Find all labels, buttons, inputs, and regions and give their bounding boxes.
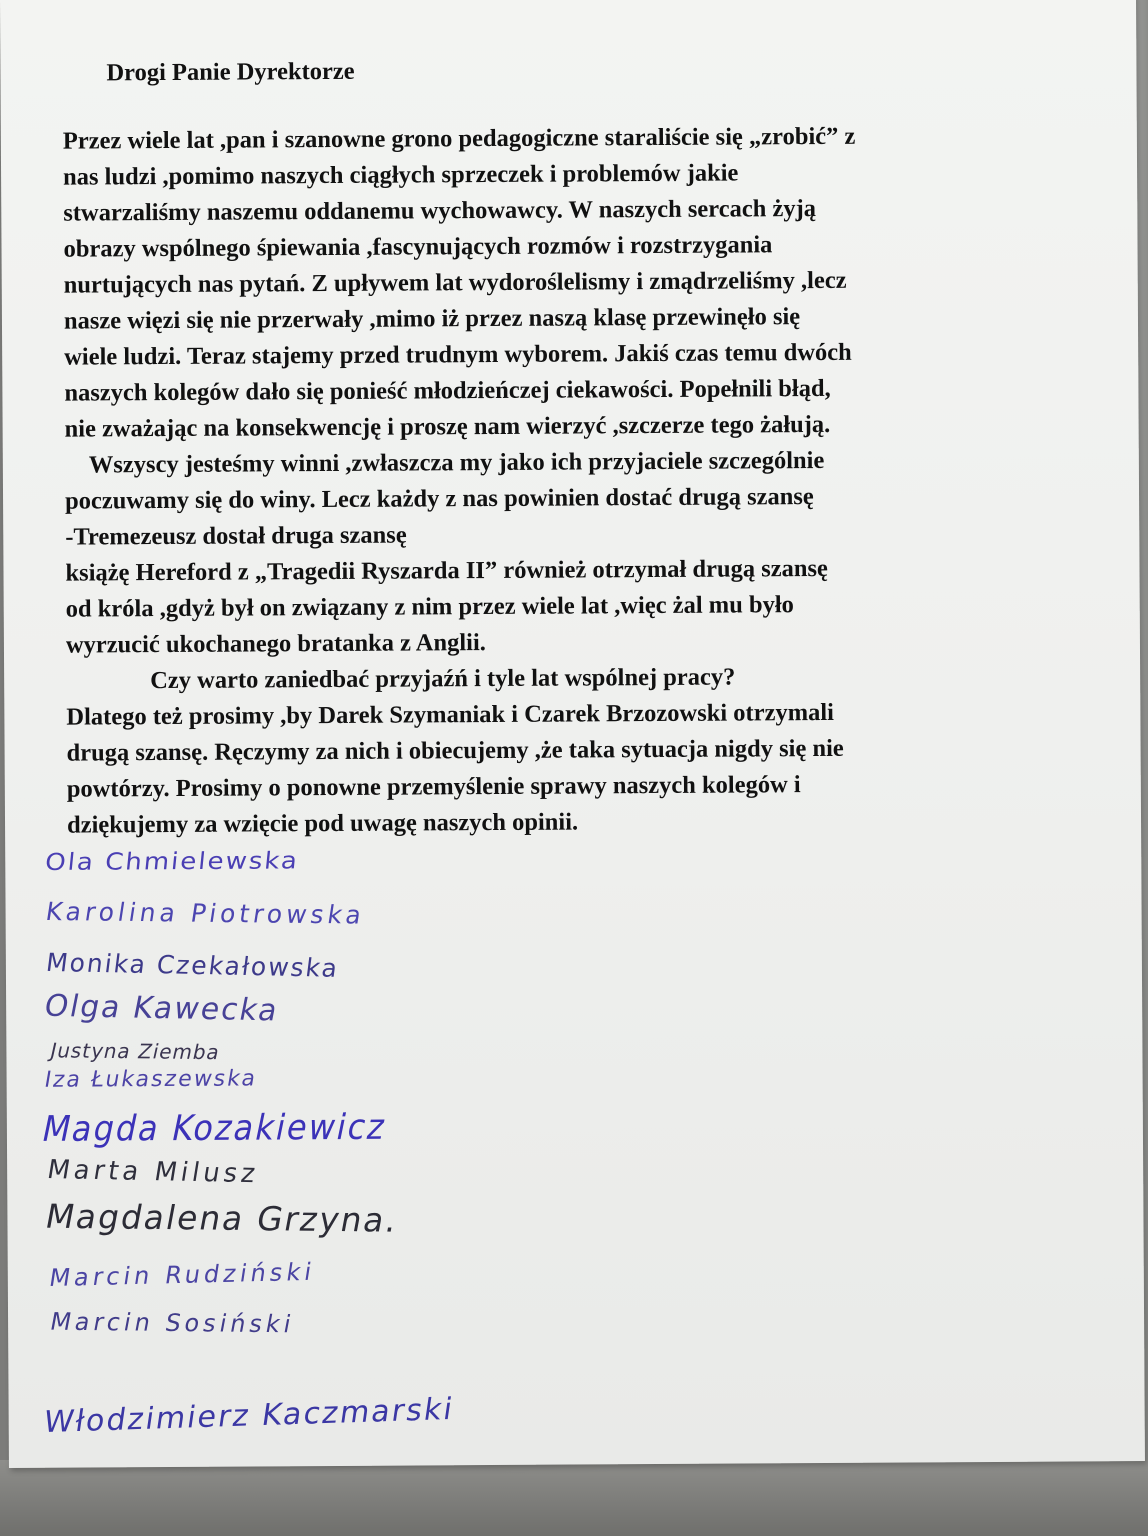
handwritten-signature: Olga Kawecka — [41, 988, 283, 1029]
letter-line: wiele ludzi. Teraz stajemy przed trudnym wyborem. Jakiś czas temu dwóch — [64, 338, 852, 371]
letter-line: od króla ,gdyż był on związany z nim przez wiele lat ,więc żal mu było — [65, 591, 794, 623]
handwritten-signature: Karolina Piotrowska — [43, 896, 368, 930]
letter-body — [62, 50, 1067, 844]
letter-line: książę Hereford z „Tragedii Ryszarda II” również otrzymał drugą szansę — [65, 554, 828, 587]
letter-line: powtórzy. Prosimy o ponowne przemyślenie sprawy naszych kolegów i — [66, 771, 801, 803]
handwritten-signature: Magda Kozakiewicz — [38, 1105, 391, 1150]
letter-line: -Tremezeusz dostał druga szansę — [65, 521, 407, 551]
background-edge-bottom — [0, 1460, 1148, 1536]
handwritten-signature: Justyna Ziemba — [48, 1038, 223, 1065]
handwritten-signature: Ola Chmielewska — [43, 847, 301, 877]
letter-line: nie zważając na konsekwencję i proszę nam wierzyć ,szczerze tego żałują. — [64, 410, 831, 443]
letter-greeting: Drogi Panie Dyrektorze — [106, 57, 355, 87]
handwritten-signature: Magdalena Grzyna. — [42, 1196, 403, 1240]
letter-line: nasze więzi się nie przerwały ,mimo iż przez naszą klasę przewinęło się — [63, 303, 801, 335]
letter-line: drugą szansę. Ręczymy za nich i obiecujemy ,że taka sytuacja nigdy się nie — [66, 734, 844, 767]
letter-line: naszych kolegów dało się ponieść młodzieńczej ciekawości. Popełnili błąd, — [64, 374, 831, 407]
letter-line: Dlatego też prosimy ,by Darek Szymaniak i Czarek Brzozowski otrzymali — [66, 698, 835, 731]
handwritten-signature: Marcin Rudziński — [47, 1257, 318, 1293]
letter-line: nas ludzi ,pomimo naszych ciągłych sprzeczek i problemów jakie — [63, 159, 739, 191]
letter-line: obrazy wspólnego śpiewania ,fascynujących rozmów i rozstrzygania — [63, 231, 773, 263]
letter-line: dziękujemy za wzięcie pod uwagę naszych opinii. — [66, 808, 579, 839]
handwritten-signature: Monika Czekałowska — [44, 947, 341, 983]
letter-line: Przez wiele lat ,pan i szanowne grono pedagogiczne staraliście się „zrobić” z — [62, 122, 856, 155]
handwritten-signature: Marcin Sosiński — [47, 1307, 298, 1339]
letter-line: Wszyscy jesteśmy winni ,zwłaszcza my jako ich przyjaciele szczególnie — [88, 446, 825, 479]
letter-line: wyrzucić ukochanego bratanka z Anglii. — [65, 629, 486, 659]
handwritten-signature: Włodzimierz Kaczmarski — [41, 1391, 457, 1441]
letter-line: Czy warto zaniedbać przyjaźń i tyle lat wspólnej pracy? — [150, 663, 736, 695]
letter-line: stwarzaliśmy naszemu oddanemu wychowawcy. W naszych sercach żyją — [63, 195, 817, 227]
handwritten-signature: Marta Milusz — [45, 1154, 262, 1190]
letter-line: nurtujących nas pytań. Z upływem lat wydoroślelismy i zmądrzeliśmy ,lecz — [63, 266, 847, 299]
handwritten-signature: Iza Łukaszewska — [42, 1066, 260, 1093]
letter-line: poczuwamy się do winy. Lecz każdy z nas powinien dostać drugą szansę — [64, 483, 814, 515]
